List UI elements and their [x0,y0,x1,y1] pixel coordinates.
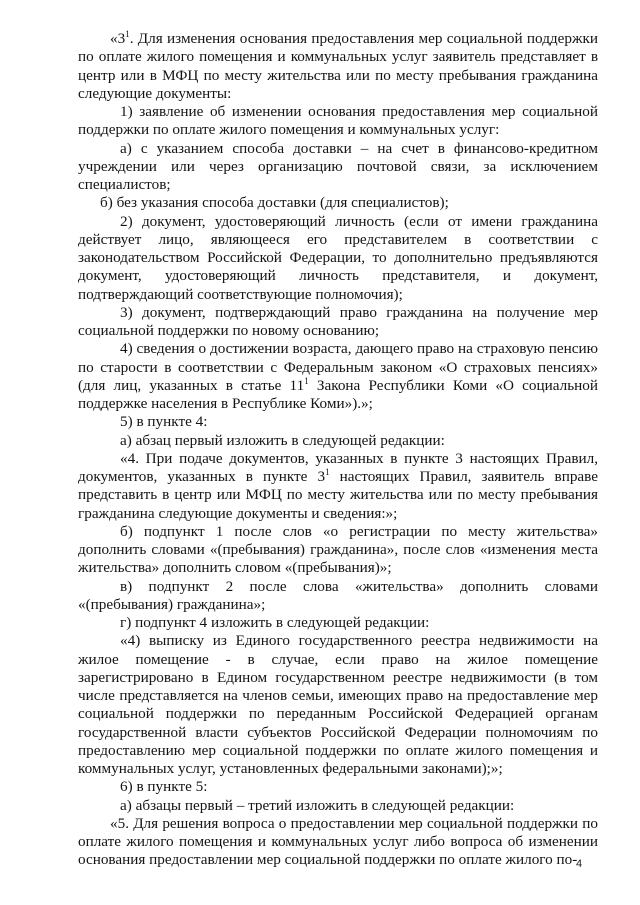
item-3-entitlement-document: 3) документ, подтверждающий право гражданина на получение мер социальной поддержки по новому основанию; [78,303,598,339]
quoted-point-4-rest: настоящих Правил, заявитель вправе представить в центр или МФЦ по месту жительства или по месту пребывания гражданина следующие документы и сведения:»; [78,468,598,522]
item-1-application: 1) заявление об изменении основания предоставления мер социальной поддержки по оплате жилого помещения и коммунальных услуг: [78,103,598,139]
item-4-rest: Закона Республики Коми «О социальной поддержке населения в Республике Коми»).»; [78,376,598,412]
superscript-3-1: 1 [325,466,330,477]
subitem-a-delivery: а) с указанием способа доставки – на счет в финансово-кредитном учреждении или через организацию почтовой связи, за исключением специалистов; [78,139,598,193]
item-5-point-4: 5) в пункте 4: [120,413,208,431]
item-2-identity-document: 2) документ, удостоверяющий личность (если от имени гражданина действует лицо, являющееся его представителем в соответствии с законодательством Российской Федерации, то дополнительно предъявляются документ, удостоверяющий личность представителя, и документ, подтверждающий соответствующие полномочия); [78,212,598,303]
subitem-b-subpoint-1: б) подпункт 1 после слов «о регистрации по месту жительства» дополнить словами «(пребывания) гражданина», после слов «изменения места жительства» дополнить словом «(пребывания)»; [78,522,598,577]
item-4-start: 4) сведения о достижении возраста, дающего право на страховую пенсию по старости в соответствии с Федеральным законом «О страховых пенсиях» (для лиц, указанных в статье 11 [78,340,598,394]
quoted-point-4 [78,450,598,523]
superscript-1: 1 [125,28,130,39]
superscript-11-1: 1 [304,375,309,386]
quoted-subpoint-4-extract: «4) выписку из Единого государственного реестра недвижимости на жилое помещение - в случае, если право на жилое помещение зарегистрировано в Едином государственном реестре недвижимости (в том числе представляется на членов семьи, имеющих право на предоставление мер социальной поддержки по переданным Российской Федерацией органам государственной власти субъектов Российской Федерации полномочиям по предоставлению мер социальной поддержки по оплате жилого помещения и коммунальных услуг, установленных федеральными законами);»; [78,632,598,777]
paragraph-3-1 [78,30,598,103]
subitem-a-first-paragraph: а) абзац первый изложить в следующей редакции: [120,431,445,449]
subitem-g-subpoint-4: г) подпункт 4 изложить в следующей редакции: [120,614,430,631]
subitem-v-subpoint-2: в) подпункт 2 после слова «жительства» дополнить словами «(пребывания) гражданина»; [78,577,598,613]
quoted-point-4-start: «4. При подаче документов, указанных в пункте 3 настоящих Правил, документов, указанных в пункте 3 [78,449,598,485]
item-6-point-5: 6) в пункте 5: [120,778,208,796]
document-page [78,30,598,870]
page-number: 4 [576,858,583,870]
paragraph-3-1-rest: . Для изменения основания предоставления мер социальной поддержки по оплате жилого помещения и коммунальных услуг заявитель представляет в центр или в МФЦ по месту жительства или по месту пребывания гражданина следующие документы: [78,30,598,102]
quoted-point-5: «5. Для решения вопроса о предоставлении мер социальной поддержки по оплате жилого помещения и коммунальных услуг либо вопроса об изменении основания предоставлении мер социальной поддержки по оплате жилого по- [78,814,598,869]
subitem-b-no-delivery: б) без указания способа доставки (для специалистов); [100,194,449,212]
paragraph-3-1-start: «3 [110,30,126,47]
item-4-age-information [78,340,598,413]
subitem-a-paragraphs-1-3: а) абзацы первый – третий изложить в следующей редакции: [120,796,515,814]
